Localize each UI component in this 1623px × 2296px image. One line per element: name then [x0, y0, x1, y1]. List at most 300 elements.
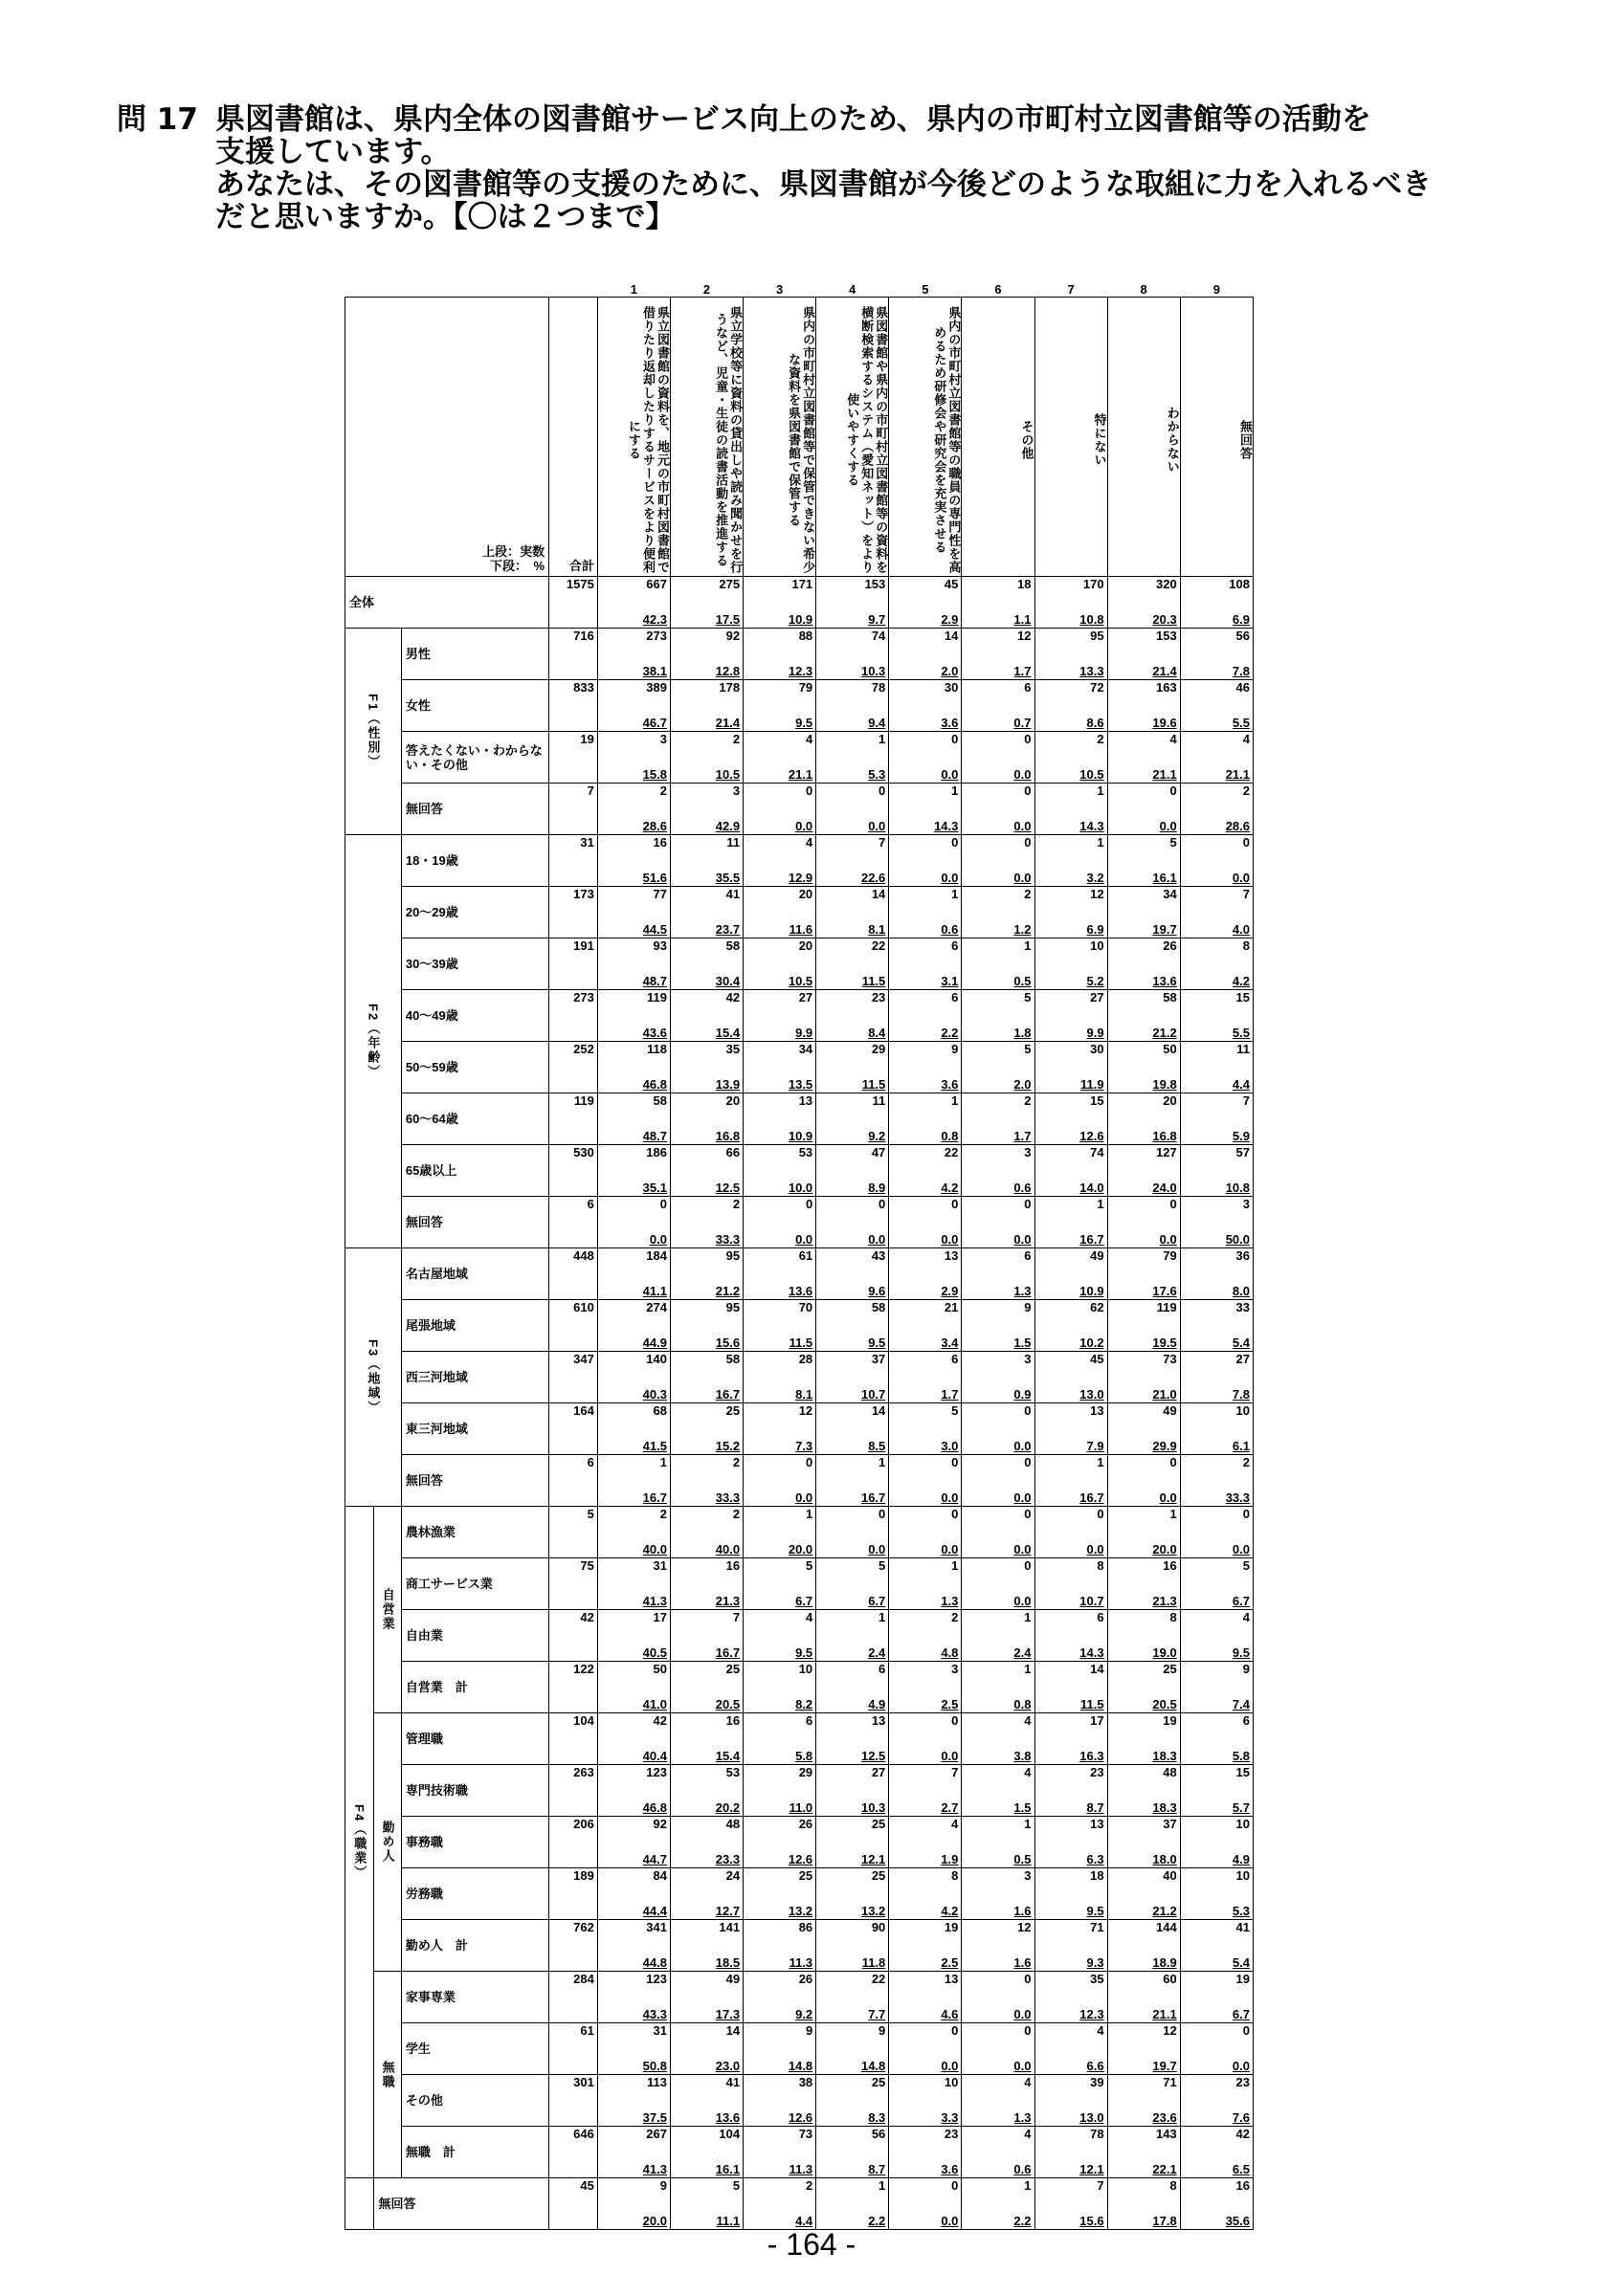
percent-value: 1.7 [1013, 1129, 1032, 1143]
percent-value: 46.8 [642, 1800, 667, 1815]
percent-value: 51.6 [642, 871, 667, 885]
data-cell [816, 732, 889, 784]
percent-value: 3.4 [941, 1336, 959, 1350]
data-cell [597, 1817, 670, 1868]
percent-value: 50.8 [642, 2059, 667, 2073]
count-value: 39 [1090, 2075, 1104, 2089]
data-cell [962, 1403, 1034, 1455]
count-value: 23 [1235, 2075, 1250, 2089]
data-cell [889, 2127, 962, 2178]
data-cell [670, 887, 743, 938]
percent-value: 18.0 [1152, 1852, 1177, 1866]
count-value: 38 [798, 2075, 813, 2089]
count-value: 0 [659, 1197, 667, 1211]
count-value: 71 [1163, 2075, 1177, 2089]
data-cell [889, 2023, 962, 2075]
percent-value: 3.2 [1086, 871, 1104, 885]
percent-value: 9.7 [868, 612, 886, 627]
data-cell [962, 732, 1034, 784]
percent-value: 15.6 [1079, 2214, 1104, 2228]
percent-value: 18.3 [1152, 1800, 1177, 1815]
percent-value: 0.0 [941, 1232, 959, 1247]
percent-value: 14.3 [934, 819, 959, 833]
data-cell [744, 629, 816, 680]
percent-value: 46.7 [642, 716, 667, 730]
percent-value: 18.9 [1152, 1955, 1177, 1970]
percent-value: 12.1 [1079, 2162, 1104, 2176]
data-cell [1034, 1300, 1107, 1352]
percent-value: 0.0 [1013, 1232, 1032, 1247]
count-value: 10 [1235, 1868, 1250, 1883]
data-cell [889, 1662, 962, 1713]
data-cell [670, 938, 743, 990]
percent-value: 4.2 [941, 1181, 959, 1195]
count-value: 1 [951, 784, 959, 798]
colnum-spacer [345, 277, 598, 298]
data-cell [670, 784, 743, 835]
data-cell [1180, 680, 1253, 732]
percent-value: 3.6 [941, 2162, 959, 2176]
percent-value: 7.7 [868, 2007, 886, 2021]
data-cell [670, 1765, 743, 1817]
percent-value: 1.6 [1013, 1904, 1032, 1918]
data-cell [1034, 2127, 1107, 2178]
percent-value: 21.2 [1152, 1026, 1177, 1040]
data-cell [744, 1868, 816, 1920]
percent-value: 1.7 [941, 1387, 959, 1402]
data-cell [670, 1197, 743, 1248]
data-cell [1107, 1610, 1180, 1662]
percent-value: 20.3 [1152, 612, 1177, 627]
data-cell [889, 577, 962, 629]
percent-value: 16.7 [715, 1645, 741, 1660]
data-cell [1034, 784, 1107, 835]
count-value: 56 [871, 2127, 886, 2141]
count-value: 12 [1017, 629, 1032, 643]
count-value: 58 [725, 1352, 741, 1366]
total-cell: 7 [549, 784, 598, 835]
count-value: 16 [1235, 2178, 1250, 2193]
count-value: 0 [1024, 1455, 1032, 1469]
percent-value: 11.1 [716, 2214, 741, 2228]
percent-value: 9.5 [868, 1336, 886, 1350]
data-cell [1034, 1817, 1107, 1868]
count-value: 0 [805, 1197, 813, 1211]
data-cell [1034, 990, 1107, 1042]
count-value: 6 [878, 1662, 886, 1676]
data-cell [816, 1920, 889, 1972]
count-value: 45 [1090, 1352, 1104, 1366]
percent-value: 21.1 [1152, 2007, 1177, 2021]
table-row [345, 1558, 1254, 1610]
table-row [345, 2127, 1254, 2178]
data-cell [744, 1817, 816, 1868]
count-value: 7 [951, 1765, 959, 1779]
percent-value: 15.6 [715, 1336, 741, 1350]
percent-value: 44.7 [642, 1852, 667, 1866]
total-header: 合計 [549, 298, 598, 577]
percent-value: 16.8 [1152, 1129, 1177, 1143]
data-cell [962, 887, 1034, 938]
count-value: 2 [1097, 732, 1104, 746]
percent-value: 2.9 [941, 1284, 959, 1298]
data-cell [889, 1197, 962, 1248]
percent-value: 16.7 [642, 1490, 667, 1505]
count-value: 5 [878, 1558, 886, 1573]
percent-value: 1.6 [1013, 1955, 1032, 1970]
count-value: 2 [732, 1507, 741, 1521]
row-label: 60～64歳 [401, 1093, 548, 1145]
corner-legend [345, 298, 549, 577]
data-cell [816, 2023, 889, 2075]
percent-value: 0.0 [1232, 1542, 1250, 1556]
percent-value: 13.2 [788, 1904, 813, 1918]
percent-value: 10.7 [860, 1387, 886, 1402]
data-cell [1107, 1300, 1180, 1352]
percent-value: 6.6 [1086, 2059, 1104, 2073]
count-value: 86 [798, 1920, 813, 1934]
data-cell [1180, 2023, 1253, 2075]
count-value: 6 [1024, 1248, 1032, 1263]
percent-value: 14.3 [1079, 819, 1104, 833]
percent-value: 19.0 [1152, 1645, 1177, 1660]
table-row [345, 1507, 1254, 1558]
percent-value: 1.2 [1013, 922, 1032, 937]
data-cell [670, 1972, 743, 2023]
percent-value: 42.3 [642, 612, 667, 627]
percent-value: 0.0 [1013, 2059, 1032, 2073]
count-value: 2 [732, 1455, 741, 1469]
percent-value: 20.2 [715, 1800, 741, 1815]
data-cell [597, 1713, 670, 1765]
percent-value: 16.7 [1079, 1232, 1104, 1247]
percent-value: 10.9 [788, 612, 813, 627]
subgroup-label: 勤め人 [374, 1713, 401, 1972]
count-value: 49 [725, 1972, 741, 1986]
percent-value: 20.0 [1152, 1542, 1177, 1556]
data-cell [1034, 1920, 1107, 1972]
count-value: 13 [871, 1713, 886, 1728]
count-value: 19 [1235, 1972, 1250, 1986]
percent-value: 21.4 [1152, 664, 1177, 678]
percent-value: 2.7 [941, 1800, 959, 1815]
count-value: 1 [1024, 1817, 1032, 1831]
row-label: 事務職 [401, 1817, 548, 1868]
data-cell [962, 1868, 1034, 1920]
count-value: 0 [1024, 1403, 1032, 1418]
data-cell [670, 2075, 743, 2127]
count-value: 341 [646, 1920, 667, 1934]
row-label: 農林漁業 [401, 1507, 548, 1558]
percent-value: 18.3 [1152, 1749, 1177, 1763]
data-cell [962, 938, 1034, 990]
percent-value: 1.9 [941, 1852, 959, 1866]
count-value: 127 [1156, 1145, 1177, 1159]
table-row [345, 680, 1254, 732]
total-cell: 6 [549, 1455, 598, 1507]
percent-value: 7.6 [1232, 2110, 1250, 2125]
count-value: 23 [944, 2127, 959, 2141]
total-cell: 762 [549, 1920, 598, 1972]
data-cell [670, 2023, 743, 2075]
data-cell [1107, 1558, 1180, 1610]
percent-value: 33.3 [1225, 1490, 1250, 1505]
count-value: 171 [791, 577, 813, 591]
percent-value: 12.6 [788, 1852, 813, 1866]
count-value: 12 [1017, 1920, 1032, 1934]
data-cell [597, 1145, 670, 1197]
percent-value: 12.6 [1079, 1129, 1104, 1143]
data-cell [744, 732, 816, 784]
count-value: 153 [864, 577, 886, 591]
data-cell [1180, 1713, 1253, 1765]
percent-value: 12.9 [788, 871, 813, 885]
count-value: 16 [725, 1713, 741, 1728]
percent-value: 11.8 [861, 1955, 886, 1970]
count-value: 2 [732, 732, 741, 746]
data-cell [1034, 2023, 1107, 2075]
count-value: 95 [725, 1300, 741, 1314]
question-line-1: 問 17 県図書館は、県内全体の図書館サービス向上のため、県内の市町村立図書館等の活動を [117, 102, 1371, 137]
data-cell [962, 1558, 1034, 1610]
table-row [345, 2075, 1254, 2127]
total-cell: 122 [549, 1662, 598, 1713]
row-label: 40～49歳 [401, 990, 548, 1042]
count-value: 3 [951, 1662, 959, 1676]
column-header: 県図書館や県内の市町村立図書館等の資料を横断検索するシステム（愛知ネット）をより使いやすくする [816, 298, 889, 577]
count-value: 41 [725, 2075, 741, 2089]
data-cell [889, 2075, 962, 2127]
question-number: 問 17 [117, 102, 198, 137]
legend-lower: 下段： % [490, 559, 545, 573]
count-value: 92 [653, 1817, 667, 1831]
data-cell [889, 732, 962, 784]
row-label: 全体 [345, 577, 549, 629]
data-cell [744, 2127, 816, 2178]
data-cell [1107, 577, 1180, 629]
total-cell: 263 [549, 1765, 598, 1817]
count-value: 2 [732, 1197, 741, 1211]
data-cell [816, 1093, 889, 1145]
subgroup-label: 無職 [374, 1972, 401, 2178]
count-value: 0 [805, 1455, 813, 1469]
data-cell [1107, 1197, 1180, 1248]
percent-value: 10.3 [860, 1800, 886, 1815]
count-value: 16 [653, 835, 667, 850]
percent-value: 10.9 [1079, 1284, 1104, 1298]
column-header: 無回答 [1180, 298, 1253, 577]
percent-value: 23.0 [715, 2059, 741, 2073]
count-value: 56 [1235, 629, 1250, 643]
percent-value: 19.5 [1152, 1336, 1177, 1350]
count-value: 10 [1090, 938, 1104, 953]
data-cell [1180, 1403, 1253, 1455]
percent-value: 4.9 [868, 1697, 886, 1711]
data-cell [1180, 990, 1253, 1042]
data-cell [962, 629, 1034, 680]
percent-value: 11.6 [789, 922, 813, 937]
count-value: 33 [1235, 1300, 1250, 1314]
percent-value: 9.4 [868, 716, 886, 730]
data-cell [670, 1403, 743, 1455]
percent-value: 19.7 [1152, 922, 1177, 937]
data-cell [1034, 1972, 1107, 2023]
count-value: 1 [1097, 835, 1104, 850]
count-value: 25 [871, 1817, 886, 1831]
count-value: 58 [653, 1093, 667, 1108]
data-cell [1180, 2075, 1253, 2127]
percent-value: 16.7 [1079, 1490, 1104, 1505]
percent-value: 10.5 [788, 974, 813, 988]
total-cell: 206 [549, 1817, 598, 1868]
total-cell: 1575 [549, 577, 598, 629]
percent-value: 0.0 [941, 2059, 959, 2073]
data-cell [816, 887, 889, 938]
percent-value: 33.3 [715, 1232, 741, 1247]
total-cell: 5 [549, 1507, 598, 1558]
data-cell [962, 1817, 1034, 1868]
percent-value: 21.4 [715, 716, 741, 730]
count-value: 0 [1024, 1972, 1032, 1986]
count-value: 27 [871, 1765, 886, 1779]
row-label: 男性 [401, 629, 548, 680]
column-header: 県立図書館の資料を、地元の市町村図書館で借りたり返却したりするサービスをより便利にする [597, 298, 670, 577]
percent-value: 21.3 [1152, 1594, 1177, 1608]
percent-value: 40.4 [642, 1749, 667, 1763]
percent-value: 3.1 [941, 974, 959, 988]
data-cell [1180, 1972, 1253, 2023]
data-cell [816, 1507, 889, 1558]
data-cell [1180, 1042, 1253, 1093]
percent-value: 5.8 [1232, 1749, 1250, 1763]
count-value: 123 [646, 1765, 667, 1779]
column-number: 2 [702, 282, 711, 297]
data-cell [670, 1868, 743, 1920]
percent-value: 2.2 [1013, 2214, 1032, 2228]
data-cell [1180, 1248, 1253, 1300]
data-cell [816, 835, 889, 887]
data-cell [744, 1197, 816, 1248]
percent-value: 41.3 [642, 2162, 667, 2176]
data-cell [670, 2178, 743, 2230]
data-cell [1034, 1248, 1107, 1300]
percent-value: 12.1 [860, 1852, 886, 1866]
group-label: F2（年齢） [345, 835, 402, 1248]
percent-value: 0.0 [868, 819, 886, 833]
percent-value: 0.0 [1159, 1232, 1177, 1247]
percent-value: 8.7 [1086, 1800, 1104, 1815]
total-cell: 273 [549, 990, 598, 1042]
data-cell [889, 1042, 962, 1093]
count-value: 13 [1090, 1817, 1104, 1831]
data-cell [1034, 1145, 1107, 1197]
row-label: 自由業 [401, 1610, 548, 1662]
data-cell [1180, 1145, 1253, 1197]
data-cell [1107, 1093, 1180, 1145]
table-row [345, 1662, 1254, 1713]
total-cell: 347 [549, 1352, 598, 1403]
percent-value: 16.1 [1152, 871, 1177, 885]
percent-value: 3.0 [941, 1439, 959, 1453]
row-label: 18・19歳 [401, 835, 548, 887]
row-label: 無回答 [401, 784, 548, 835]
data-cell [1107, 1042, 1180, 1093]
percent-value: 0.0 [795, 1232, 813, 1247]
percent-value: 4.0 [1232, 922, 1250, 937]
count-value: 27 [1235, 1352, 1250, 1366]
percent-value: 0.6 [941, 922, 959, 937]
percent-value: 3.8 [1013, 1749, 1032, 1763]
count-value: 178 [719, 680, 741, 695]
percent-value: 12.3 [788, 664, 813, 678]
data-cell [597, 1868, 670, 1920]
data-cell [962, 1610, 1034, 1662]
count-value: 58 [1163, 990, 1177, 1004]
count-value: 53 [725, 1765, 741, 1779]
percent-value: 2.4 [1013, 1645, 1032, 1660]
percent-value: 9.5 [795, 1645, 813, 1660]
count-value: 4 [1097, 2023, 1104, 2038]
percent-value: 7.8 [1232, 1387, 1250, 1402]
count-value: 2 [659, 1507, 667, 1521]
percent-value: 21.1 [1152, 767, 1177, 782]
percent-value: 21.2 [715, 1284, 741, 1298]
column-header: 県立学校等に資料の貸出しや読み聞かせを行うなど、児童・生徒の読書活動を推進する [670, 298, 743, 577]
data-cell [744, 680, 816, 732]
count-value: 14 [725, 2023, 741, 2038]
count-value: 2 [1242, 784, 1250, 798]
count-value: 74 [871, 629, 886, 643]
table-row [345, 1197, 1254, 1248]
row-label: 20～29歳 [401, 887, 548, 938]
total-cell: 284 [549, 1972, 598, 2023]
data-cell [744, 784, 816, 835]
group-label: F1（性別） [345, 629, 402, 835]
total-cell: 833 [549, 680, 598, 732]
percent-value: 0.6 [1013, 2162, 1032, 2176]
percent-value: 29.9 [1152, 1439, 1177, 1453]
count-value: 0 [951, 835, 959, 850]
percent-value: 14.3 [1079, 1645, 1104, 1660]
data-cell [1107, 990, 1180, 1042]
data-cell [1180, 1300, 1253, 1352]
data-cell [816, 1042, 889, 1093]
percent-value: 0.9 [1013, 1387, 1032, 1402]
count-value: 78 [1090, 2127, 1104, 2141]
data-cell [816, 1662, 889, 1713]
percent-value: 5.8 [795, 1749, 813, 1763]
percent-value: 6.7 [795, 1594, 813, 1608]
percent-value: 4.2 [941, 1904, 959, 1918]
percent-value: 1.5 [1013, 1336, 1032, 1350]
percent-value: 48.7 [642, 1129, 667, 1143]
percent-value: 13.9 [715, 1077, 741, 1092]
count-value: 13 [798, 1093, 813, 1108]
percent-value: 44.9 [642, 1336, 667, 1350]
count-value: 93 [653, 938, 667, 953]
row-label: 名古屋地域 [401, 1248, 548, 1300]
data-cell [962, 2127, 1034, 2178]
percent-value: 10.3 [860, 664, 886, 678]
table-row [345, 1352, 1254, 1403]
count-value: 10 [1235, 1403, 1250, 1418]
percent-value: 44.5 [642, 922, 667, 937]
data-cell [889, 680, 962, 732]
data-cell [597, 577, 670, 629]
percent-value: 7.4 [1232, 1697, 1250, 1711]
percent-value: 41.3 [642, 1594, 667, 1608]
data-cell [744, 577, 816, 629]
